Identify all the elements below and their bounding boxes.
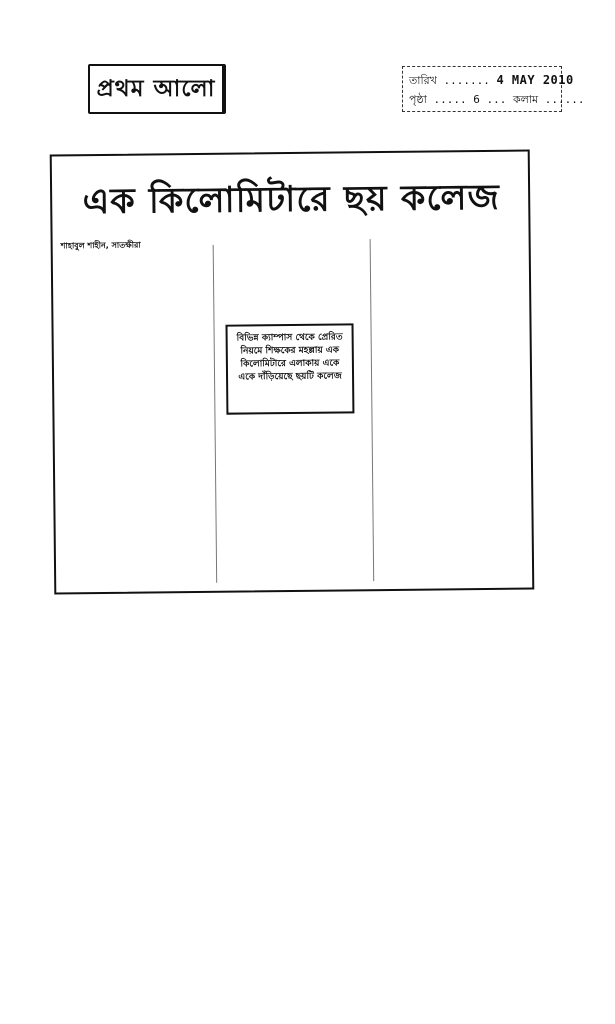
pull-quote-box: বিভিন্ন ক্যাম্পাস থেকে প্রেরিত নিয়মে শিক্ষকের মহল্লায় এক কিলোমিটারে এলাকায় একে একে দাঁড়িয়েছে ছয়টি কলেজ bbox=[226, 323, 355, 414]
article-column-2-top bbox=[217, 239, 368, 325]
article-column-1 bbox=[61, 251, 212, 585]
article-column-3 bbox=[373, 238, 527, 582]
column-label: কলাম bbox=[512, 93, 539, 106]
article-column-2-bottom bbox=[219, 435, 371, 583]
page-value: 6 bbox=[473, 93, 480, 106]
newspaper-masthead: প্রথম আলো bbox=[88, 64, 226, 114]
date-value: 4 MAY 2010 bbox=[496, 73, 574, 87]
article-headline: এক কিলোমিটারে ছয় কলেজ bbox=[82, 176, 501, 223]
page-label: পৃষ্ঠা bbox=[409, 93, 427, 106]
newspaper-clipping bbox=[50, 149, 535, 594]
date-label: তারিখ bbox=[409, 74, 437, 87]
clipping-date-stamp: তারিখ ....... 4 MAY 2010 পৃষ্ঠা ..... 6 ... কলাম ...... bbox=[402, 66, 562, 112]
article-byline: শাহাবুল শাহীন, সাতক্ষীরা bbox=[60, 240, 141, 251]
